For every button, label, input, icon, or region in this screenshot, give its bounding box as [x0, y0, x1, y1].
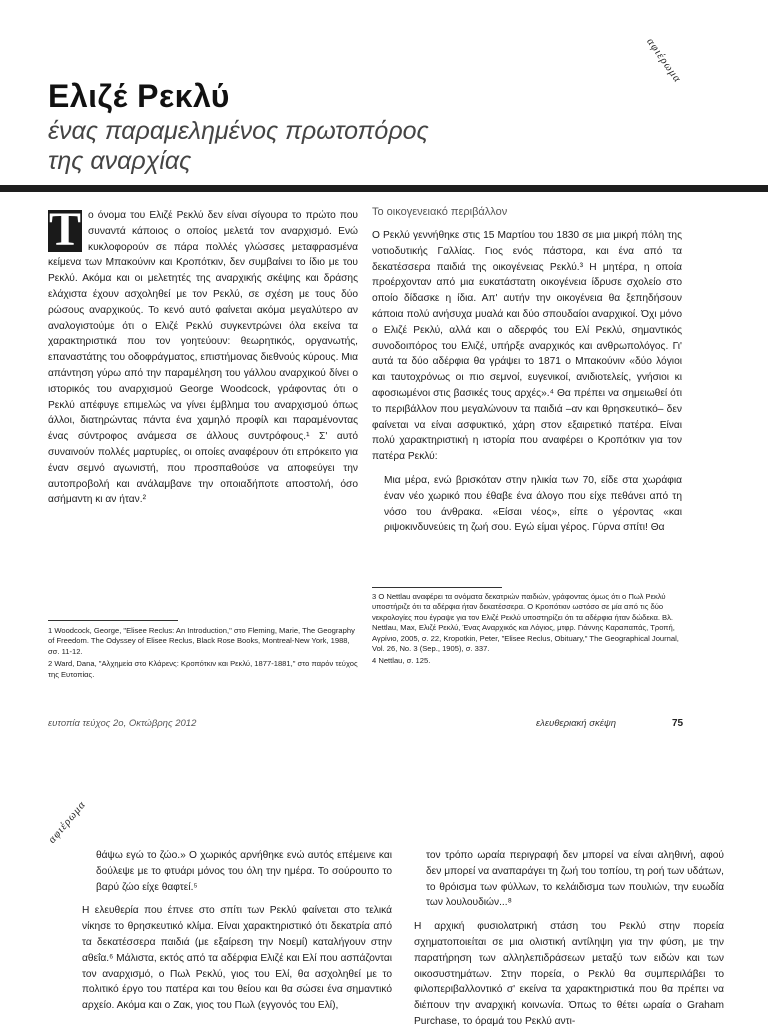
page-number: 75: [672, 718, 684, 729]
footer-section: ελευθεριακή σκέψη: [536, 718, 617, 729]
section-tag-text: αφιέρωμα: [46, 798, 89, 846]
section-heading: Το οικογενειακό περιβάλλον: [372, 206, 508, 218]
drop-cap: Τ: [48, 203, 81, 256]
quote-continuation: τον τρόπο ωραία περιγραφή δεν μπορεί να είναι αληθινή, αφού δεν μπορεί να αναπαράγει τη ζωή του τοπίου, τη ροή των υδάτων, το θρόισμα των φύλλων, το κελάιδισμα των πουλιών, την ευωδία των λουλουδιών...⁸: [426, 850, 724, 909]
title-rule: [0, 185, 768, 192]
section-tag-text: αφιέρωμα: [644, 36, 684, 86]
article-title: Ελιζέ Ρεκλύ: [48, 78, 230, 114]
footnote: 2 Ward, Dana, "Αλχημεία στο Κλάρενς: Κροπότκιν και Ρεκλύ, 1877-1881," στο παρόν τεύχος της Ευτοπίας.: [48, 659, 358, 679]
block-quote: Μια μέρα, ενώ βρισκόταν στην ηλικία των 70, είδε στα χωράφια έναν νέο χωρικό που έθαβε ένα άλογο που είχε πεθάνει από τη νόσο του άνθρακα. «Είσαι νέος», είπε ο γέροντας «και ριψοκινδυνεύεις τη ζωή σου. Εγώ είμαι γέρος. Γύρνα σπίτι! Θα: [384, 474, 682, 534]
footnotes-left: [48, 626, 358, 682]
footnote-rule: [48, 620, 178, 621]
footnote: 1 Woodcock, George, "Elisee Reclus: An Introduction," στο Fleming, Marie, The Geography of Freedom. The Odyssey of Elisee Reclus, Black Rose Books, Montreal-New York, 1988, σσ. 11-12.: [48, 626, 355, 656]
footnote: 4 Nettlau, σ. 125.: [372, 656, 431, 666]
footnote-rule: [372, 587, 502, 588]
body-paragraph: Η ελευθερία που έπνεε στο σπίτι των Ρεκλύ φαίνεται στο τελικά νίκησε το θρησκευτικό κλίμα. Είναι χαρακτηριστικό ότι δεκατρία από τα δεκατέσσερα παιδιά (με εξαίρεση την Νοεμί) καταλήγουν στην αθεΐα.⁶ Μάλιστα, εκτός από τα αδέρφια Ελιζέ και Ελί που ασπάζονται τον αναρχισμό, ο Πωλ Ρεκλύ, γιος του Ελί, θα ασχοληθεί με το πολιτικό έργο του πατέρα και του θείου και θα σώσει ένα σημαντικό αρχείο. Ακόμα και ο Ζακ, γιος του Πωλ (εγγονός του Ελί),: [82, 905, 392, 1012]
intro-paragraph: ο όνομα του Ελιζέ Ρεκλύ δεν είναι σίγουρα το πρώτο που συναντά κάποιος ο οποίος μελετά τον αναρχισμό. Ενώ κυκλοφορούν σε πάρα πολλές γλώσσες μεταφρασμένα κείμενα των Μπακούνιν και Κροπότκιν, δεν συμβαίνει το ίδιο με του Ρεκλύ. Ακόμα και οι μελετητές της αναρχικής σκέψης και δράσης ελάχιστα έχουν ασχοληθεί με τον Ρεκλύ, σε σχέση με τους δύο ρώσους αναρχικούς. Το κενό αυτό φαίνεται ακόμα μεγαλύτερο αν αναλογιστούμε ότι ο Ελιζέ Ρεκλύ συγκεντρώνει όλα εκείνα τα χαρακτηριστικά που τον γοητεύουν: θεωρητικός, οργανωτής, επαναστάτης του οδοφράγματος, επιστήμονας διεθνούς κύρους. Μια απάντηση γύρω από την παραμέληση του γάλλου αναρχικού δίνει ο ιστορικός του αναρχισμού George Woodcock, γράφοντας ότι ο Ρεκλύ απέφυγε επιμελώς να γίνει έμβλημα του αναρχισμού όπως άλλοι, διατηρώντας πάντα ένα χαμηλό προφίλ και παραμένοντας ένας σύντροφος ανάμεσα σε άλλους συντρόφους.¹ Σ' αυτό συναινούν πολλές μαρτυρίες, οι οποίες αναφέρουν ότι επρόκειτο για έναν σεμνό αγωνιστή, που προσπαθούσε να αποφεύγει την αυτοπροβολή και ανάλαμβανε την οποιαδήποτε αποστολή, όσο ασήμαντη κι αν ήταν.²: [48, 210, 358, 506]
quote-continuation: θάψω εγώ το ζώο.» Ο χωρικός αρνήθηκε ενώ αυτός επέμεινε και δούλεψε με το φτυάρι μόνος του όλη την ημέρα. Το σούρουπο το βαρύ ζώο είχε θαφτεί.⁵: [96, 850, 392, 893]
right-column: [372, 228, 682, 536]
left-column: [48, 203, 358, 508]
section-tag-top-left: [40, 798, 120, 848]
footnote: 3 Ο Nettlau αναφέρει τα ονόματα δεκατριών παιδιών, γράφοντας όμως ότι ο Πωλ Ρεκλύ υποστήριζε ότι τα αδέρφια ήταν δεκατέσσερα. Ο Κροπότκιν ωστόσο σε μία από τις δύο νεκρολογίες που έγραψε για τον Ελιζέ Ρεκλύ υποστηρίζει ότι τα αδέρφια ήταν δώδεκα. Βλ. Nettlau, Max, Ελιζέ Ρεκλύ, Ένας Αναρχικός και Λόγιος, μτφρ. Γιάννης Καραπαπάς, Τροπή, Αγρίνιο, 2005, σ. 22, Kropotkin, Peter, "Elisee Reclus, Obituary," The Geographical Journal, Vol. 26, No. 3 (Sep., 1905), σ. 337.: [372, 592, 679, 654]
article-subtitle: ένας παραμελημένος πρωτοπόρος της αναρχίας: [48, 117, 429, 175]
body-paragraph: Η αρχική φυσιολατρική στάση του Ρεκλύ στην πορεία σχηματοποιείται σε μια ολιστική αντίληψη για την φύση, με την παρατήρηση των αλληλεπιδράσεων μεταξύ των ειδών και των οικοσυστημάτων. Στην πορεία, ο Ρεκλύ θα συμπεριλάβει το φιλοπεριβαλλοντικό σ' εκείνα τα χαρακτηριστικά που θα πρέπει να διέπουν την αναρχική κοινωνία. Όπως το θέτει ωραία ο Graham Purchase, το όραμά του Ρεκλύ αντι-: [414, 921, 724, 1027]
footer-journal: ευτοπία τεύχος 2ο, Οκτώβρης 2012: [48, 718, 197, 729]
section-tag-top-right: [646, 6, 746, 96]
left-column-page2: [82, 848, 392, 1014]
body-paragraph: Ο Ρεκλύ γεννήθηκε στις 15 Μαρτίου του 1830 σε μια μικρή πόλη της νοτιοδυτικής Γαλλίας. Γιος ενός πάστορα, και ένα από τα δεκατέσσερα παιδιά της οικογένειας Ρεκλύ.³ Η μητέρα, η οποία προέρχονταν από μια ευκατάστατη οικογένεια ίδρυσε σχολείο στο οποίο δίδασκε η ίδια. Απ' αυτήν την οικογένεια θα ξεπηδήσουν κάποια πολύ ανήσυχα μυαλά και δύο σπουδαίοι αναρχικοί. Όχι μόνο ο Ελιζέ Ρεκλύ, αλλά και ο αδερφός του Ελί Ρεκλύ, σημαντικός συνοδοιπόρος του Ελιζέ, υπήρξε αναρχικός και ανθρωπολόγος. Γι' αυτά τα δύο αδέρφια θα γράψει το 1871 ο Μπακούνιν «δύο λόγιοι και ταυτοχρόνως οι πιο σεμνοί, ευγενικοί, ανιδιοτελείς, γνήσιοι κι αφοσιωμένοι στις βασικές τους αρχές».⁴ Θα πρέπει να σημειωθεί ότι το περιβάλλον που μεγαλώνουν τα παιδιά –αν και θρησκευτικό– δεν φαίνεται να είναι ασφυκτικό, χάρη στον εξαιρετικό πατέρα. Είναι πολύ χαρακτηριστική η ιστορία που αναφέρει ο Κροπότκιν για τον πατέρα Ρεκλύ:: [372, 230, 682, 463]
footnotes-right: [372, 592, 682, 669]
right-column-page2: [414, 848, 724, 1030]
